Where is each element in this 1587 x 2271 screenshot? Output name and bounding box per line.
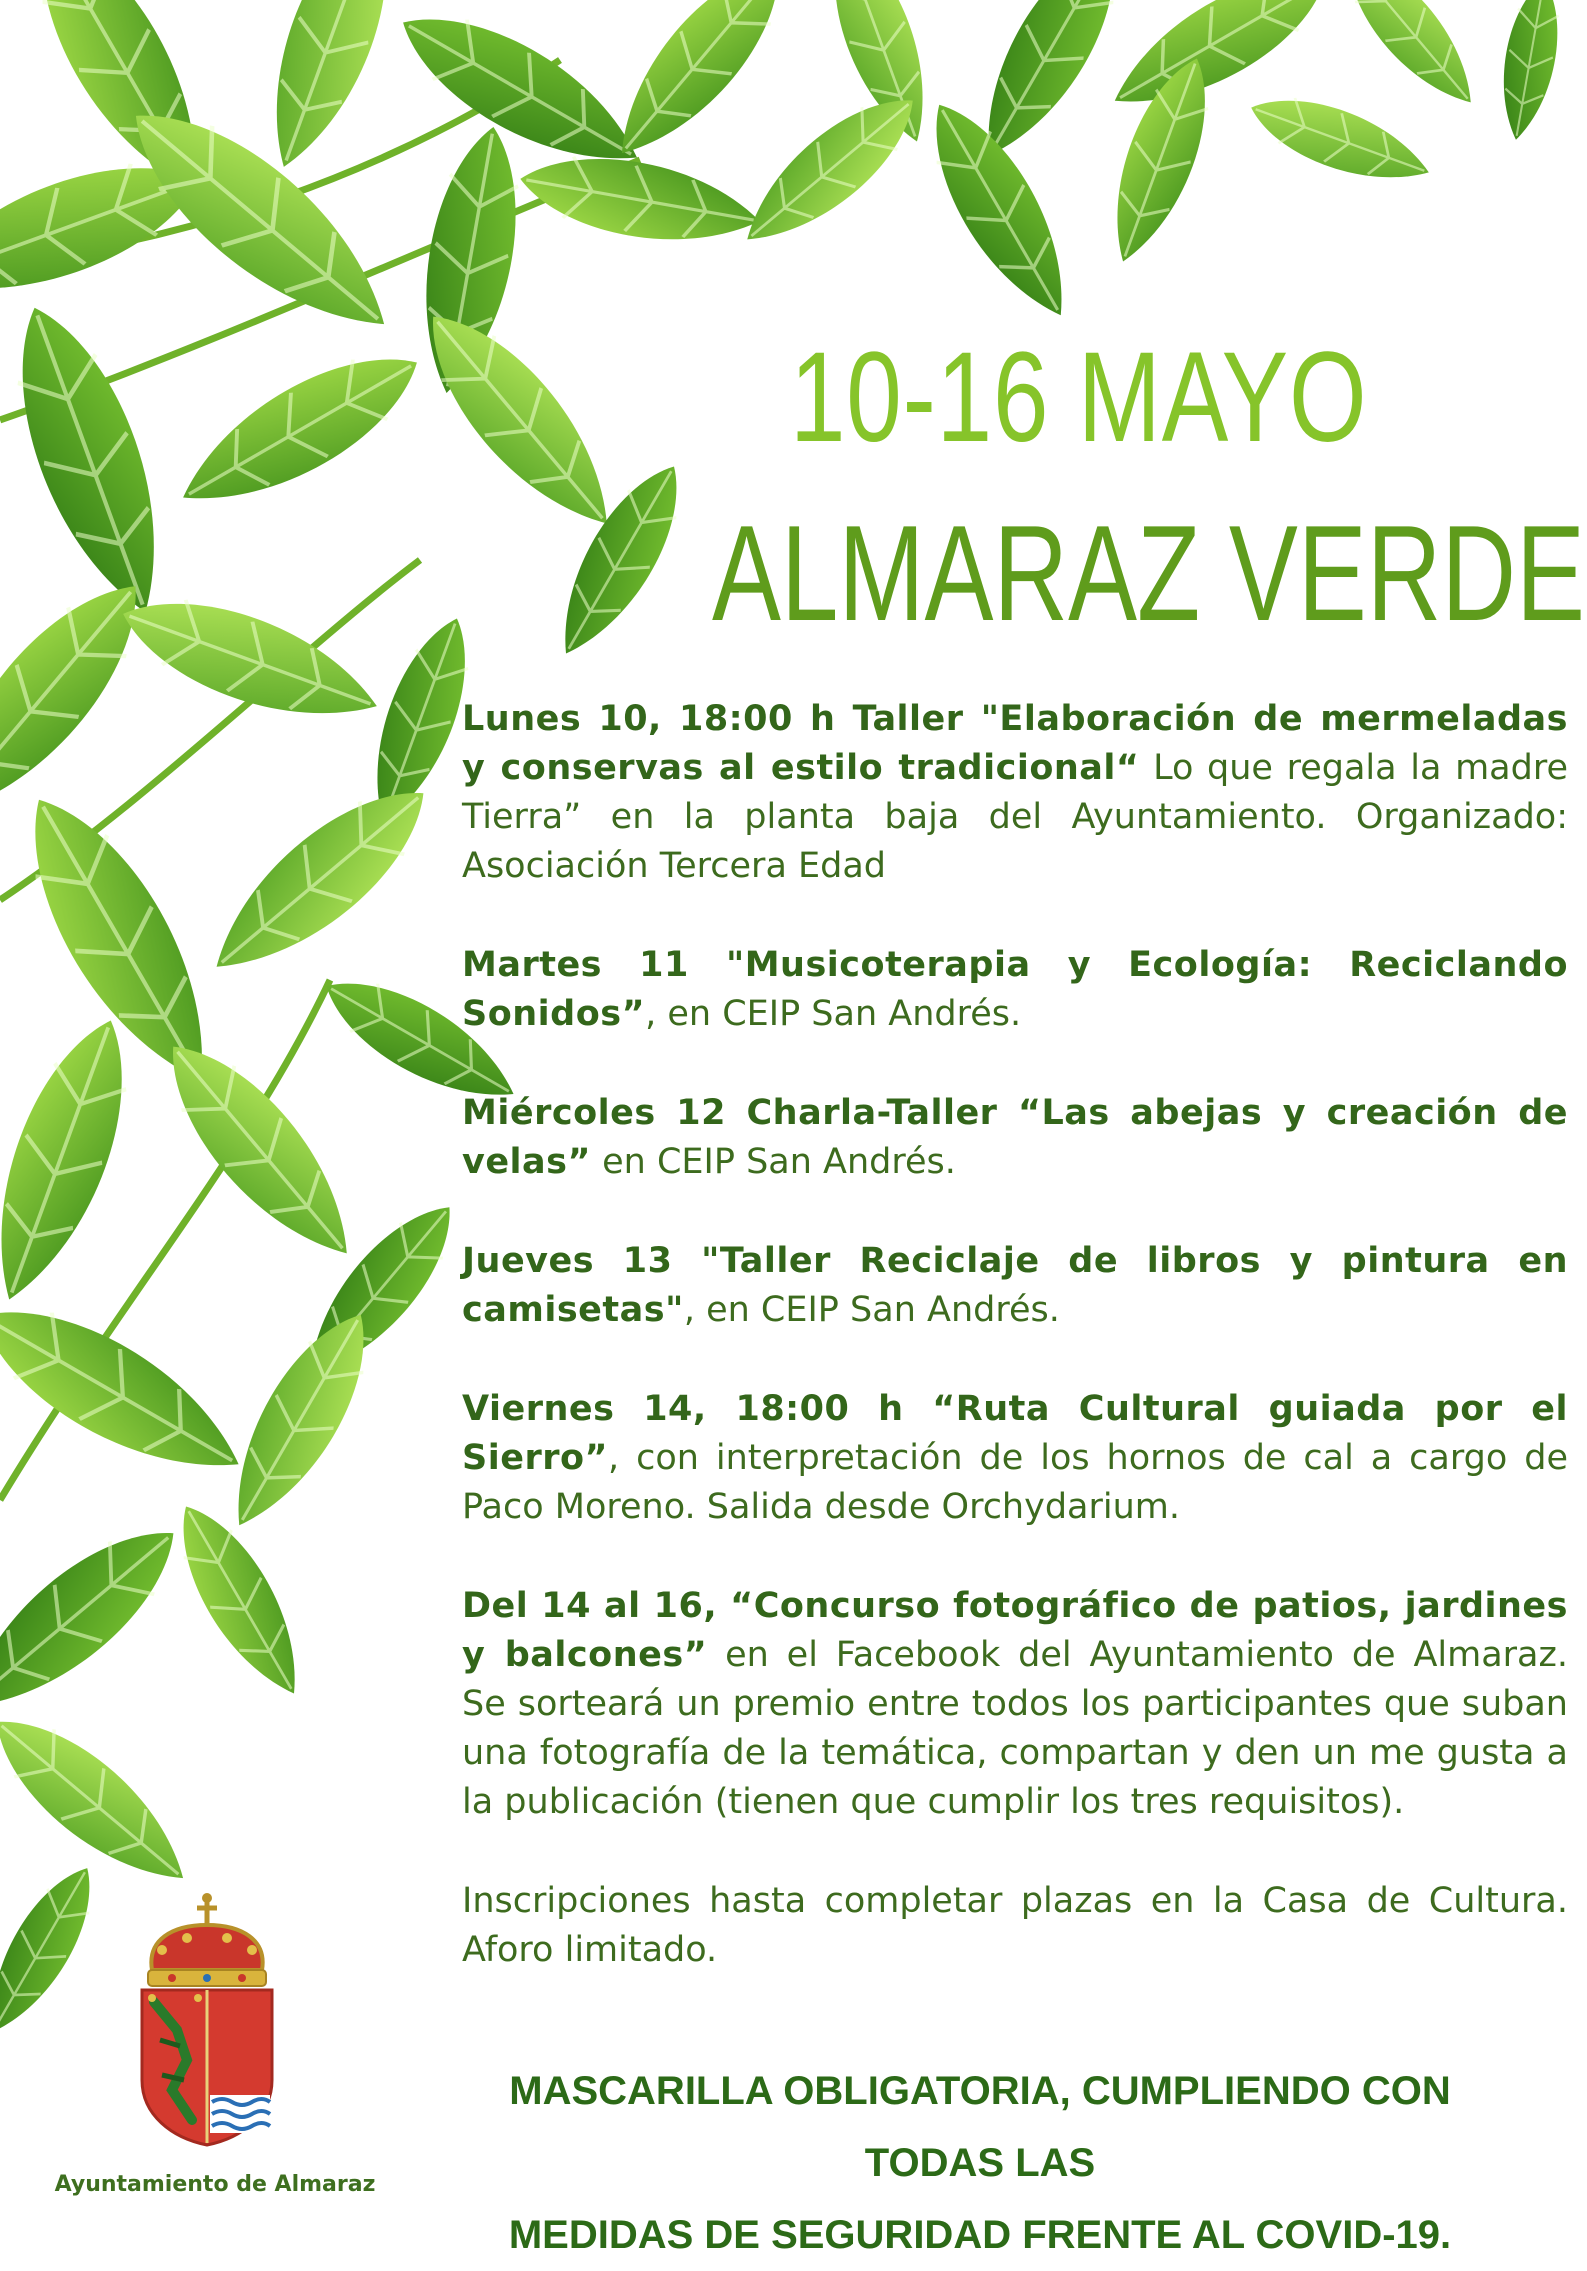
leaf-shape <box>0 1277 261 1504</box>
event-wednesday <box>462 1089 1568 1187</box>
event-wednesday-title: Miércoles 12 Charla-Taller “Las abejas y creación de velas” <box>462 1093 1568 1182</box>
event-thursday-details: , en CEIP San Andrés. <box>683 1290 1060 1330</box>
event-monday <box>462 695 1568 891</box>
crown-icon <box>148 1893 266 1986</box>
event-friday-details: , con interpretación de los hornos de cal a cargo de Paco Moreno. Salida desde Orchydarium. <box>462 1438 1568 1527</box>
events-list <box>462 695 1568 2025</box>
event-thursday-title: Jueves 13 "Taller Reciclaje de libros y pintura en camisetas" <box>462 1241 1568 1330</box>
event-tuesday <box>462 941 1568 1039</box>
leaf-shape <box>0 291 192 629</box>
shield-icon <box>142 1990 272 2145</box>
leaf-shape <box>0 1694 207 1907</box>
registration-note-text: Inscripciones hasta completar plazas en la Casa de Cultura. Aforo limitado. <box>462 1881 1568 1970</box>
registration-note <box>462 1877 1568 1975</box>
event-friday <box>462 1385 1568 1532</box>
event-friday-title: Viernes 14, 18:00 h “Ruta Cultural guiada por el Sierro” <box>462 1389 1568 1478</box>
coat-of-arms-icon <box>132 1890 282 2150</box>
event-tuesday-details: , en CEIP San Andrés. <box>645 994 1022 1034</box>
covid-notice <box>470 2055 1490 2271</box>
event-tuesday-title: Martes 11 "Musicoterapia y Ecología: Reciclando Sonidos” <box>462 945 1568 1034</box>
leaf-shape <box>0 1005 153 1315</box>
event-contest-details: en el Facebook del Ayuntamiento de Almaraz. Se sorteará un premio entre todos los participantes que suban una fotografía de la temática, compartan y den un me gusta a la publicación (tienen que cumplir los tres requisitos). <box>462 1635 1569 1822</box>
event-wednesday-details: en CEIP San Andrés. <box>591 1142 956 1182</box>
event-title: ALMARAZ VERDE <box>712 497 1586 649</box>
date-range-title: 10-16 MAYO <box>790 326 1368 469</box>
covid-notice-line1: MASCARILLA OBLIGATORIA, CUMPLIENDO CON TODAS LAS <box>509 2069 1451 2185</box>
event-contest-title: Del 14 al 16, “Concurso fotográfico de patios, jardines y balcones” <box>462 1586 1568 1675</box>
event-thursday <box>462 1237 1568 1335</box>
event-contest <box>462 1582 1568 1827</box>
leaf-shape <box>0 1502 200 1738</box>
event-monday-title: Lunes 10, 18:00 h Taller "Elaboración de mermeladas y conservas al estilo tradicional“ <box>462 699 1568 788</box>
covid-notice-line2: MEDIDAS DE SEGURIDAD FRENTE AL COVID-19. <box>508 2213 1452 2257</box>
crest-caption: Ayuntamiento de Almaraz <box>54 2172 376 2197</box>
leaf-shape <box>1327 0 1492 121</box>
event-monday-details: Lo que regala la madre Tierra” en la planta baja del Ayuntamiento. Organizado: Asociación Tercera Edad <box>462 748 1568 886</box>
leaf-shape <box>594 0 807 177</box>
leaf-shape <box>0 1854 112 2046</box>
